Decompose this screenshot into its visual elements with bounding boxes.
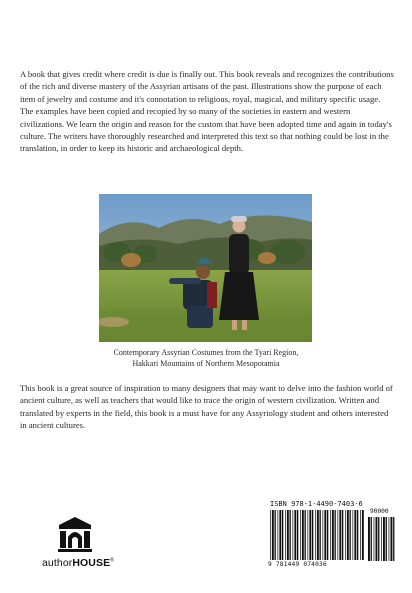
caption-line-2: Hakkari Mountains of Northern Mesopotamia	[132, 359, 280, 368]
barcode-bar	[350, 510, 351, 560]
barcode-bar	[278, 510, 279, 560]
barcode-bar	[330, 510, 331, 560]
barcode-bar	[391, 517, 393, 561]
barcode-digits: 9 781449 074036	[268, 561, 327, 568]
barcode-bar	[300, 510, 301, 560]
barcode-bar	[309, 510, 311, 560]
authorhouse-mark-icon	[55, 515, 95, 553]
costume-photo-illustration	[99, 194, 312, 342]
barcode-bar	[332, 510, 334, 560]
barcode-bar	[315, 510, 316, 560]
barcode-bar	[360, 510, 361, 560]
isbn-barcode	[268, 500, 398, 572]
description-top: A book that gives credit where credit is due is finally out. This book reveals and recognizes the contributions of the rich and diverse mastery of the Assyrian artisans of the past. Illustrations show the purpose of each item of jewelry and costume and it's connotation to religious, royal, magical, and military specific usage. The examples have been copied and recopied by so many of the societies in eastern and western civilizations. We learn the origin and reason for the custom that have been adopted time and again in today's culture. The writers have thoroughly researched and interpreted this text so that nothing could be lost in the translation, in order to keep its historic and archaeological depth.	[20, 69, 394, 154]
isbn-number: ISBN 978-1-4490-7403-6	[270, 500, 363, 508]
barcode-bar	[362, 510, 364, 560]
barcode-bar	[381, 517, 382, 561]
barcode-bar	[272, 510, 274, 560]
ean-barcode-bars	[270, 510, 364, 562]
barcode-bar	[386, 517, 387, 561]
barcode-bar	[338, 510, 339, 560]
barcode-bar	[374, 517, 375, 561]
description-bottom: This book is a great source of inspiration to many designers that may want to delve into the fashion world of ancient culture, as well as teachers that would like to trace the origin of western civilization. Written and translated by experts in the field, this book is a must have for any Assyriology student and others interested in ancient cultures.	[20, 383, 393, 431]
barcode-bar	[293, 510, 294, 560]
addon-barcode-bars	[368, 517, 396, 562]
barcode-bar	[339, 510, 341, 560]
authorhouse-logo	[38, 515, 112, 575]
barcode-bar	[282, 510, 283, 560]
barcode-bar	[371, 517, 372, 561]
barcode-bar	[335, 510, 336, 560]
barcode-bar	[320, 510, 321, 560]
barcode-bar	[275, 510, 276, 560]
publisher-mark: ®	[110, 557, 114, 564]
photo-caption	[60, 347, 352, 369]
barcode-bar	[354, 510, 356, 560]
barcode-bar	[287, 510, 289, 560]
barcode-bar	[393, 517, 394, 561]
barcode-bar	[324, 510, 326, 560]
publisher-name	[38, 557, 118, 569]
barcode-bar	[345, 510, 346, 560]
publisher-name-light: author	[41, 557, 73, 569]
barcode-bar	[389, 517, 390, 561]
barcode-bar	[378, 517, 379, 561]
barcode-bar	[376, 517, 378, 561]
barcode-bar	[294, 510, 296, 560]
barcode-bar	[357, 510, 358, 560]
barcode-bar	[297, 510, 298, 560]
publisher-name-bold: HOUSE	[72, 557, 111, 569]
barcode-bar	[270, 510, 271, 560]
barcode-bar	[327, 510, 328, 560]
barcode-bar	[383, 517, 385, 561]
addon-digits: 90000	[370, 508, 389, 515]
barcode-bar	[353, 510, 354, 560]
barcode-bar	[302, 510, 304, 560]
costume-photo	[99, 194, 312, 342]
barcode-bar	[290, 510, 291, 560]
barcode-bar	[308, 510, 309, 560]
barcode-bar	[347, 510, 349, 560]
barcode-bar	[342, 510, 343, 560]
barcode-bar	[305, 510, 306, 560]
caption-line-1: Contemporary Assyrian Costumes from the Tyari Region,	[113, 348, 299, 357]
barcode-bar	[317, 510, 319, 560]
barcode-bar	[368, 517, 370, 561]
barcode-bar	[312, 510, 313, 560]
barcode-bar	[323, 510, 324, 560]
barcode-bar	[285, 510, 286, 560]
barcode-bar	[279, 510, 281, 560]
